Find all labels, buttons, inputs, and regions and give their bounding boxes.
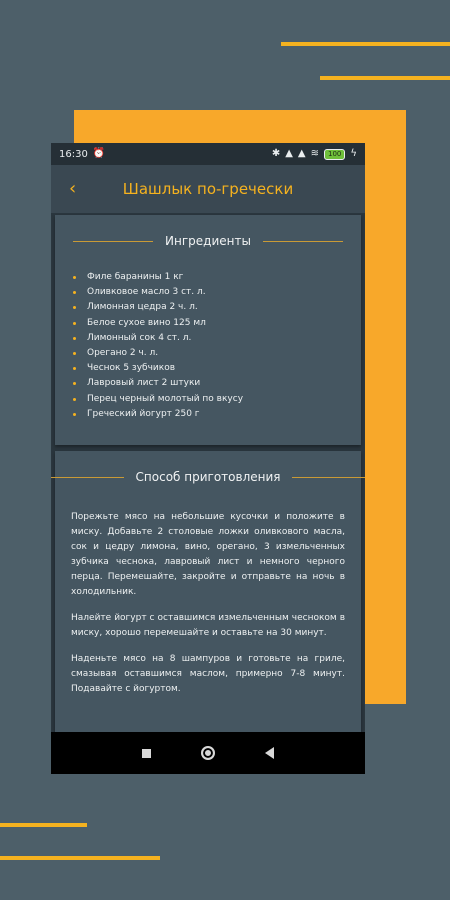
status-bar: [51, 143, 365, 165]
page-title: Шашлык по-гречески: [122, 180, 294, 198]
content-area[interactable]: [51, 215, 365, 736]
list-item: Греческий йогурт 250 г: [71, 407, 361, 422]
list-item: Чеснок 5 зубчиков: [71, 361, 361, 376]
app-bar: [51, 165, 365, 213]
recents-square-icon[interactable]: [142, 749, 151, 758]
header-divider-right: [292, 477, 365, 478]
method-card: [55, 451, 361, 736]
decor-stripe-bottom-2: [0, 856, 160, 860]
ingredients-list: [71, 270, 361, 422]
ingredients-card: [55, 215, 361, 445]
phone-screen: [51, 143, 365, 774]
header-divider-left: [51, 477, 124, 478]
back-arrow-icon[interactable]: ‹: [69, 178, 77, 199]
list-item: Лимонный сок 4 ст. л.: [71, 331, 361, 346]
signal-icon: ▲: [285, 148, 293, 159]
list-item: Филе баранины 1 кг: [71, 270, 361, 285]
decor-stripe-top-2: [320, 76, 450, 80]
bluetooth-icon: ✱: [271, 148, 281, 159]
decor-stripe-bottom-1: [0, 823, 87, 827]
alarm-icon: ⏰: [92, 148, 106, 159]
status-time: 16:30: [59, 148, 88, 160]
ingredients-header: [55, 215, 361, 252]
decor-stripe-top-1: [281, 42, 450, 46]
method-header: [55, 451, 361, 488]
list-item: Оливковое масло 3 ст. л.: [71, 285, 361, 300]
list-item: Орегано 2 ч. л.: [71, 346, 361, 361]
list-item: Перец черный молотый по вкусу: [71, 392, 361, 407]
list-item: Белое сухое вино 125 мл: [71, 316, 361, 331]
method-paragraph: Наденьте мясо на 8 шампуров и готовьте на гриле, смазывая оставшимся маслом, примерно 7-8 минут. Подавайте с йогуртом.: [71, 654, 345, 694]
method-heading: Способ приготовления: [135, 470, 281, 484]
header-divider-right: [263, 241, 343, 242]
battery-icon: 100: [324, 149, 345, 160]
list-item: Лимонная цедра 2 ч. л.: [71, 300, 361, 315]
home-circle-icon[interactable]: [201, 746, 215, 760]
method-paragraph: Налейте йогурт с оставшимся измельченным чесноком в миску, хорошо перемешайте и оставьте на 30 минут.: [71, 613, 345, 638]
charging-icon: ϟ: [350, 148, 357, 159]
list-item: Лавровый лист 2 штуки: [71, 376, 361, 391]
header-divider-left: [73, 241, 153, 242]
ingredients-heading: Ингредиенты: [165, 234, 251, 248]
back-triangle-icon[interactable]: [265, 747, 274, 759]
signal-icon-2: ▲: [297, 148, 306, 159]
navigation-bar: [51, 732, 365, 774]
wifi-icon: ≋: [310, 148, 320, 159]
method-paragraph: Порежьте мясо на небольшие кусочки и положите в миску. Добавьте 2 столовые ложки оливкового масла, сок и цедру лимона, вино, орегано, 3 измельченных зубчика чеснока, лавровый лист и немного черного перца. Перемешайте, закройте и отправьте на ночь в холодильник.: [71, 512, 345, 597]
